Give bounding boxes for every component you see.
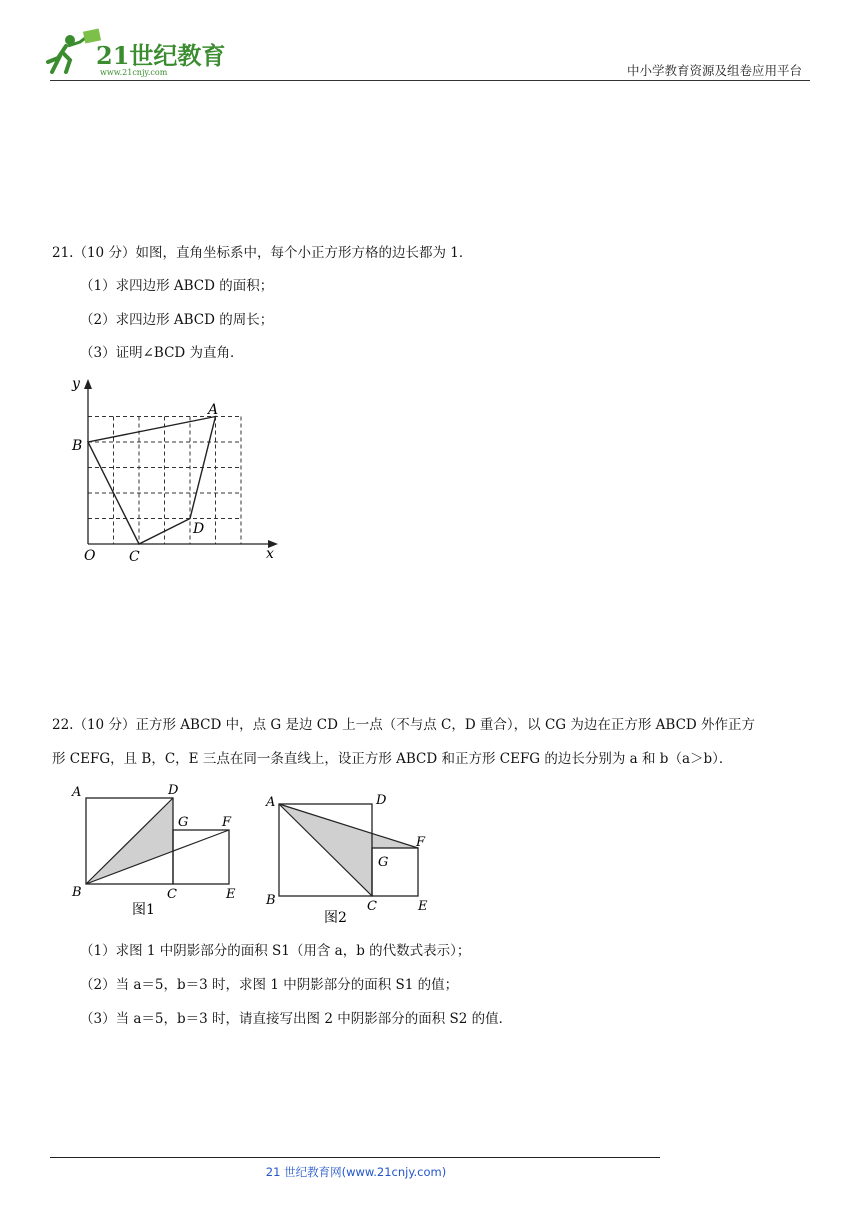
y-axis-label: y: [72, 376, 80, 392]
fig1-shaded-region: [86, 798, 229, 884]
fig1-caption: 图1: [132, 902, 155, 918]
fig2-caption: 图2: [324, 910, 347, 926]
fig1-label-c: C: [167, 887, 177, 902]
logo-text: 21世纪教育: [96, 41, 226, 70]
y-axis-arrow-icon: [84, 379, 92, 389]
fig2-shaded-region: [279, 804, 418, 896]
q22-figure-1: [66, 780, 256, 924]
logo-url: www.21cnjy.com: [100, 68, 168, 77]
fig2-label-f: F: [416, 835, 426, 850]
origin-label: O: [84, 548, 96, 564]
header-divider: [50, 80, 810, 81]
footer-divider: [50, 1157, 660, 1158]
fig1-label-a: A: [72, 785, 82, 800]
q22-figure-2: [260, 786, 450, 930]
point-c-label: C: [129, 549, 140, 565]
q22-title-line1: 22.（10 分）正方形 ABCD 中，点 G 是边 CD 上一点（不与点 C，D 重合），以 CG 为边在正方形 ABCD 外作正方: [52, 717, 756, 733]
q22-item-3: （3）当 a＝5，b＝3 时，请直接写出图 2 中阴影部分的面积 S2 的值．: [80, 1011, 513, 1027]
logo-runner-icon: [40, 28, 240, 80]
q21-item-3: （3）证明∠BCD 为直角．: [80, 345, 244, 361]
fig2-label-a: A: [266, 795, 276, 810]
fig2-label-b: B: [266, 893, 276, 908]
q21-item-1: （1）求四边形 ABCD 的面积；: [80, 278, 274, 294]
fig2-label-d: D: [376, 793, 387, 808]
point-a-label: A: [208, 402, 219, 418]
q21-title: 21.（10 分）如图，直角坐标系中，每个小正方形方格的边长都为 1．: [52, 245, 473, 261]
fig1-square-cefg: [173, 830, 229, 884]
header-platform-text: 中小学教育资源及组卷应用平台: [626, 63, 802, 78]
point-d-label: D: [193, 521, 205, 537]
q22-title-line2: 形 CEFG，且 B，C，E 三点在同一条直线上，设正方形 ABCD 和正方形 CEFG 的边长分别为 a 和 b（a＞b）．: [52, 751, 733, 767]
fig2-label-g: G: [378, 855, 389, 870]
fig2-label-c: C: [367, 899, 377, 914]
fig1-label-g: G: [178, 815, 189, 830]
fig1-label-b: B: [72, 885, 82, 900]
fig1-label-d: D: [168, 783, 179, 798]
footer-link[interactable]: 21 世纪教育网(www.21cnjy.com): [265, 1165, 447, 1179]
site-logo: [40, 28, 240, 80]
q22-item-2: （2）当 a＝5，b＝3 时，求图 1 中阴影部分的面积 S1 的值；: [80, 977, 459, 993]
q21-grid: [88, 417, 241, 545]
q22-item-1: （1）求图 1 中阴影部分的面积 S1（用含 a，b 的代数式表示）；: [80, 943, 471, 959]
fig1-label-f: F: [222, 815, 232, 830]
point-b-label: B: [72, 438, 83, 454]
fig1-label-e: E: [226, 887, 236, 902]
x-axis-label: x: [266, 546, 274, 562]
fig2-label-e: E: [418, 899, 428, 914]
q21-item-2: （2）求四边形 ABCD 的周长；: [80, 312, 274, 328]
q21-figure: [60, 372, 290, 572]
